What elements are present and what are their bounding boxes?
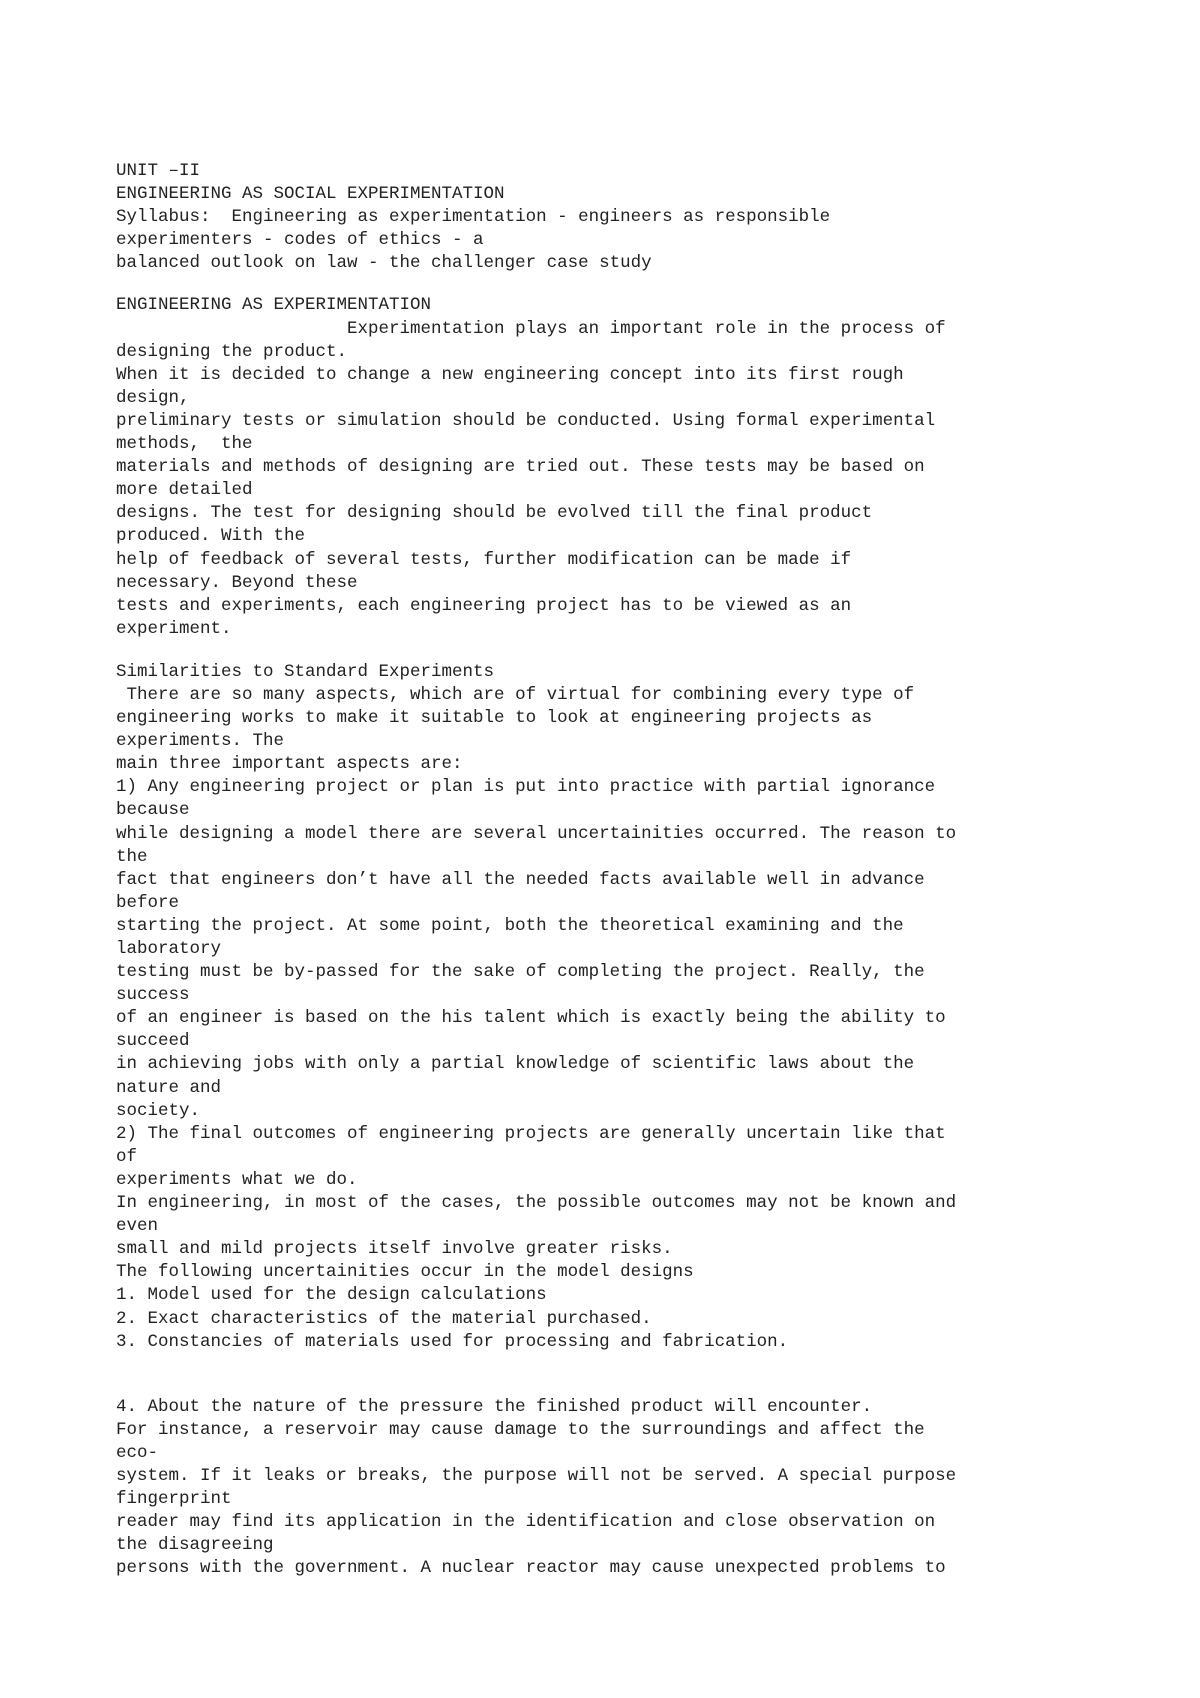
text-line: society. — [116, 1100, 201, 1121]
text-line: Experimentation plays an important role in the process of — [116, 318, 946, 339]
text-line: help of feedback of several tests, further modification can be made if — [116, 549, 852, 570]
text-line: ENGINEERING AS EXPERIMENTATION — [116, 295, 432, 316]
text-line: The following uncertainities occur in the model designs — [116, 1262, 694, 1283]
text-line: engineering works to make it suitable to look at engineering projects as — [116, 708, 873, 729]
block-spacer — [116, 641, 1186, 661]
text-line: the — [116, 846, 148, 867]
text-line: design, — [116, 387, 190, 408]
block-spacer — [116, 1354, 1186, 1396]
text-line: persons with the government. A nuclear reactor may cause unexpected problems to — [116, 1558, 946, 1579]
text-line: of — [116, 1146, 138, 1167]
text-line: success — [116, 985, 190, 1006]
text-line: because — [116, 800, 190, 821]
text-line: ENGINEERING AS SOCIAL EXPERIMENTATION — [116, 184, 505, 205]
text-block — [116, 661, 1186, 1354]
text-line: designing the product. — [116, 341, 348, 362]
text-line: UNIT –II — [116, 161, 201, 181]
text-line: 1) Any engineering project or plan is put into practice with partial ignorance — [116, 777, 936, 798]
text-line: succeed — [116, 1031, 190, 1052]
text-line: fingerprint — [116, 1489, 232, 1510]
text-line: eco- — [116, 1442, 159, 1463]
text-line: starting the project. At some point, both the theoretical examining and the — [116, 915, 904, 936]
text-line: fact that engineers don’t have all the needed facts available well in advance — [116, 869, 925, 890]
text-block — [116, 294, 1186, 640]
text-line: methods, the — [116, 434, 253, 455]
text-line: Similarities to Standard Experiments — [116, 661, 495, 682]
text-line: main three important aspects are: — [116, 754, 463, 775]
text-line: Syllabus: Engineering as experimentation - engineers as responsible — [116, 207, 831, 228]
text-block — [116, 1396, 1186, 1581]
text-line: When it is decided to change a new engineering concept into its first rough — [116, 364, 904, 385]
block-spacer — [116, 275, 1186, 294]
text-line: balanced outlook on law - the challenger case study — [116, 253, 652, 274]
text-line: of an engineer is based on the his talent which is exactly being the ability to — [116, 1008, 946, 1029]
text-line: There are so many aspects, which are of virtual for combining every type of — [116, 684, 915, 705]
text-line: 2) The final outcomes of engineering projects are generally uncertain like that — [116, 1123, 946, 1144]
text-block — [116, 160, 1186, 275]
text-line: preliminary tests or simulation should be conducted. Using formal experimental — [116, 410, 936, 431]
text-line: For instance, a reservoir may cause damage to the surroundings and affect the — [116, 1419, 925, 1440]
text-line: system. If it leaks or breaks, the purpose will not be served. A special purpose — [116, 1465, 957, 1486]
text-line: nature and — [116, 1077, 222, 1098]
text-line: before — [116, 892, 180, 913]
text-line: necessary. Beyond these — [116, 572, 358, 593]
text-line: experiments. The — [116, 731, 285, 752]
text-line: even — [116, 1216, 159, 1237]
text-line: 1. Model used for the design calculations — [116, 1285, 547, 1306]
text-line: 3. Constancies of materials used for processing and fabrication. — [116, 1331, 789, 1352]
text-line: laboratory — [116, 939, 222, 959]
text-line: reader may find its application in the identification and close observation on — [116, 1512, 936, 1533]
text-line: while designing a model there are several uncertainities occurred. The reason to — [116, 823, 957, 844]
text-line: tests and experiments, each engineering project has to be viewed as an — [116, 595, 852, 616]
text-line: experimenters - codes of ethics - a — [116, 230, 484, 251]
text-line: 2. Exact characteristics of the material purchased. — [116, 1308, 652, 1329]
text-line: the disagreeing — [116, 1535, 274, 1556]
text-line: more detailed — [116, 480, 253, 501]
text-line: in achieving jobs with only a partial knowledge of scientific laws about the — [116, 1054, 915, 1075]
document-body — [116, 160, 1186, 1580]
text-line: designs. The test for designing should be evolved till the final product — [116, 503, 873, 524]
text-line: produced. With the — [116, 526, 306, 547]
text-line: In engineering, in most of the cases, the possible outcomes may not be known and — [116, 1193, 957, 1214]
text-line: experiments what we do. — [116, 1169, 358, 1190]
text-line: small and mild projects itself involve greater risks. — [116, 1239, 673, 1260]
text-line: testing must be by-passed for the sake of completing the project. Really, the — [116, 962, 925, 983]
text-line: materials and methods of designing are tried out. These tests may be based on — [116, 457, 925, 478]
text-line: 4. About the nature of the pressure the finished product will encounter. — [116, 1396, 873, 1417]
text-line: experiment. — [116, 618, 232, 639]
